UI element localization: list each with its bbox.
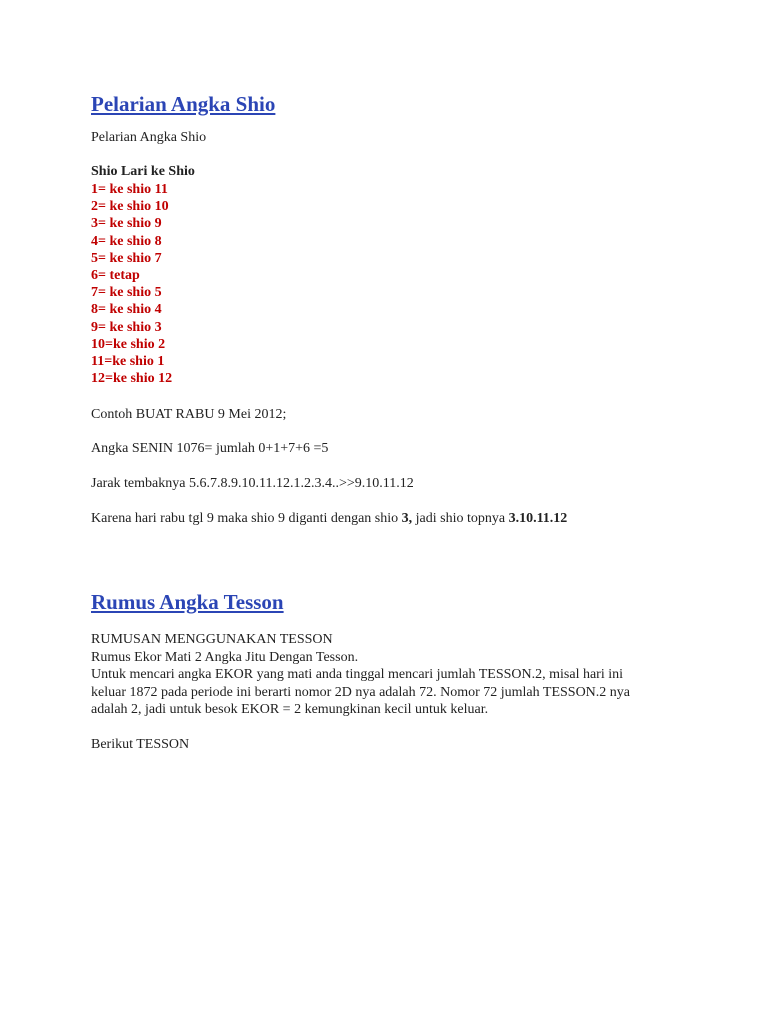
shio-list [91, 181, 172, 387]
list-item: 6= tetap [91, 267, 140, 283]
section-heading-pelarian[interactable]: Pelarian Angka Shio [91, 92, 276, 116]
tesson-line: adalah 2, jadi untuk besok EKOR = 2 kemungkinan kecil untuk keluar. [91, 702, 489, 717]
list-item: 9= ke shio 3 [91, 319, 162, 335]
list-item: 5= ke shio 7 [91, 250, 162, 266]
tesson-line: keluar 1872 pada periode ini berarti nomor 2D nya adalah 72. Nomor 72 jumlah TESSON.2 nya [91, 684, 631, 700]
conclusion-shio-value: 3, [401, 511, 413, 526]
list-item: 4= ke shio 8 [91, 233, 162, 249]
section-heading-tesson[interactable]: Rumus Angka Tesson [91, 590, 284, 614]
distance-text: Jarak tembaknya 5.6.7.8.9.10.11.12.1.2.3.4..>>9.10.11.12 [91, 476, 414, 491]
list-item: 2= ke shio 10 [91, 199, 169, 215]
tesson-paragraph [91, 631, 701, 719]
conclusion-middle: jadi shio topnya [412, 511, 509, 526]
tesson-line: RUMUSAN MENGGUNAKAN TESSON [91, 632, 333, 647]
list-item: 7= ke shio 5 [91, 285, 162, 301]
list-item: 11=ke shio 1 [91, 353, 165, 369]
tesson-line: Untuk mencari angka EKOR yang mati anda tinggal mencari jumlah TESSON.2, misal hari ini [91, 667, 624, 682]
list-item: 12=ke shio 12 [91, 371, 173, 387]
list-item: 1= ke shio 11 [91, 182, 168, 197]
list-subheading: Shio Lari ke Shio [91, 164, 195, 179]
intro-text: Pelarian Angka Shio [91, 130, 207, 145]
conclusion-top-values: 3.10.11.12 [508, 511, 568, 526]
list-item: 8= ke shio 4 [91, 302, 162, 318]
list-item: 3= ke shio 9 [91, 216, 162, 232]
example-text: Contoh BUAT RABU 9 Mei 2012; [91, 407, 287, 422]
conclusion-prefix: Karena hari rabu tgl 9 maka shio 9 diganti dengan shio [91, 511, 402, 526]
tesson-line: Rumus Ekor Mati 2 Angka Jitu Dengan Tesson. [91, 649, 359, 665]
conclusion-text [91, 510, 567, 527]
monday-sum-text: Angka SENIN 1076= jumlah 0+1+7+6 =5 [91, 441, 329, 456]
tesson-footer-text: Berikut TESSON [91, 737, 190, 752]
list-item: 10=ke shio 2 [91, 336, 166, 352]
